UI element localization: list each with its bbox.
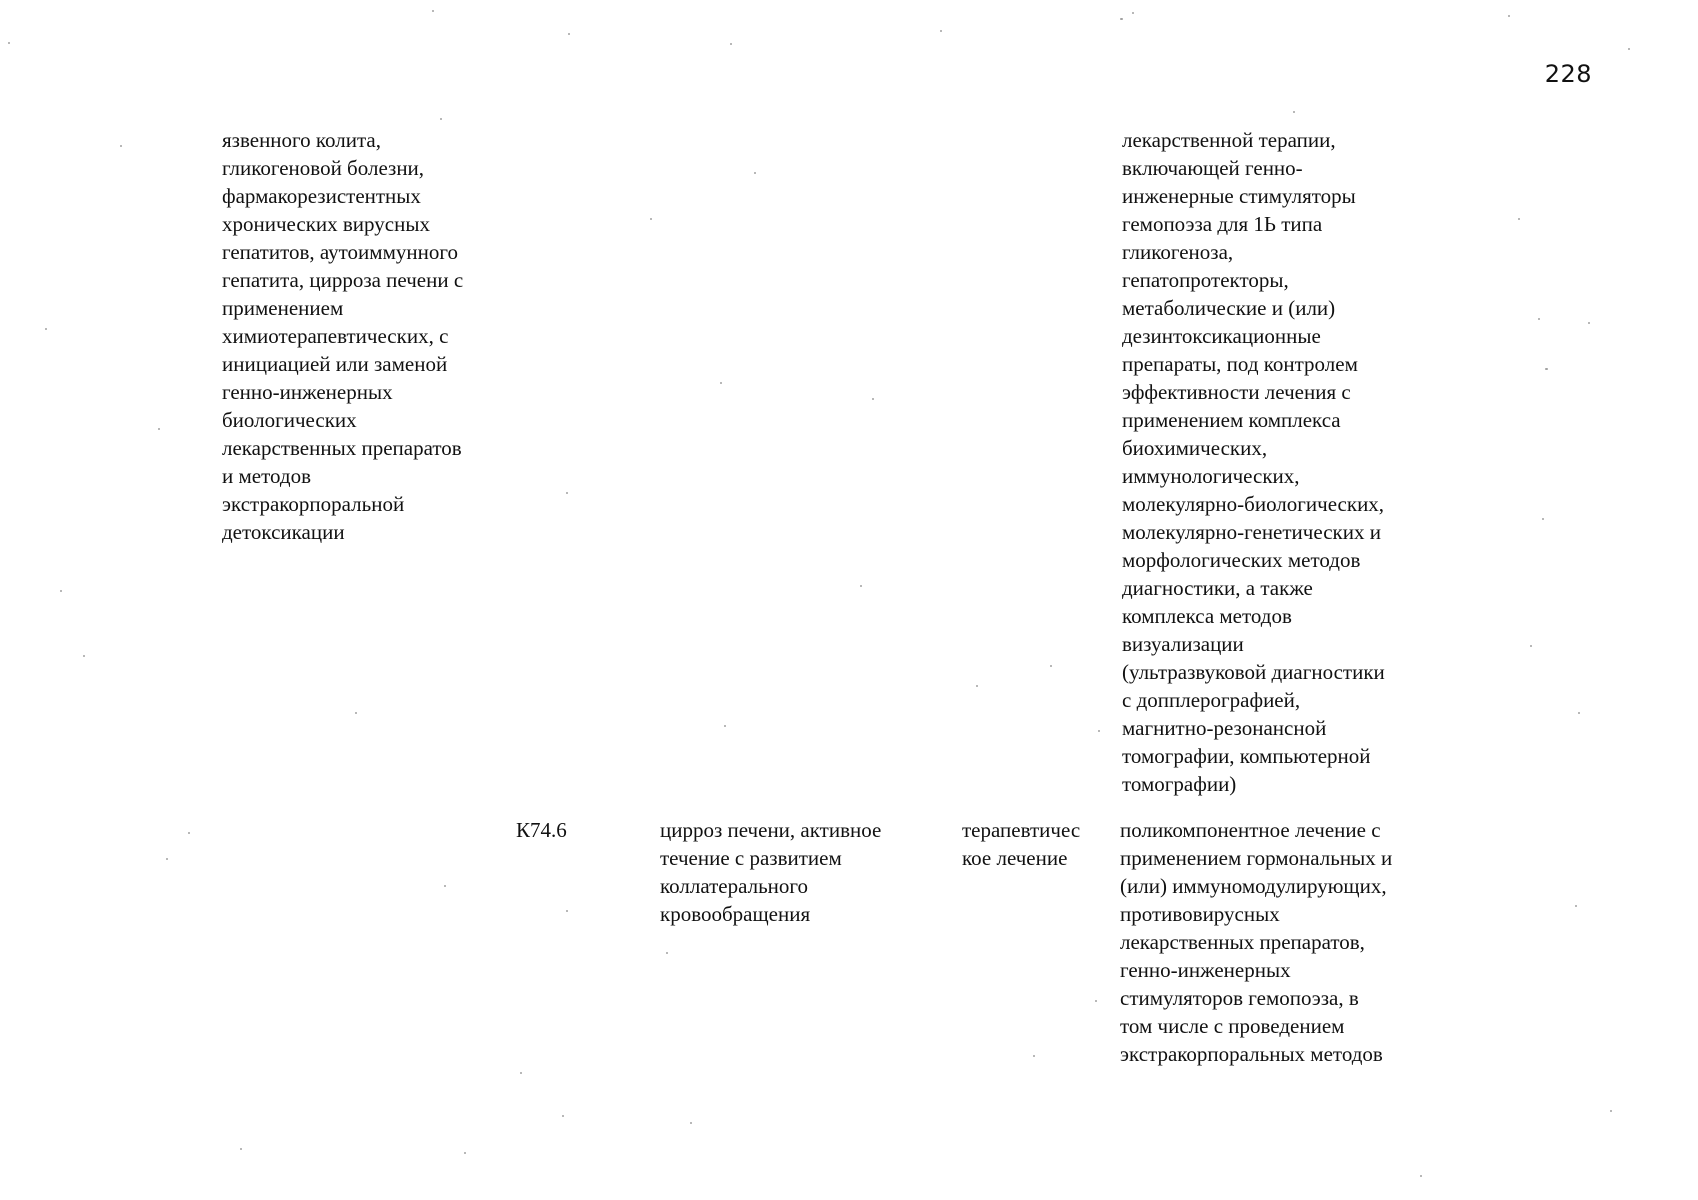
speck xyxy=(1575,905,1577,907)
speck xyxy=(464,1152,466,1154)
speck xyxy=(444,885,446,887)
speck xyxy=(1132,12,1134,14)
speck xyxy=(976,685,978,687)
speck xyxy=(1095,1000,1097,1002)
speck xyxy=(1120,18,1123,20)
speck xyxy=(166,858,168,860)
speck xyxy=(1530,645,1532,647)
speck xyxy=(1098,730,1100,732)
speck xyxy=(1508,15,1510,17)
speck xyxy=(650,218,652,220)
speck xyxy=(566,492,568,494)
speck xyxy=(754,172,756,174)
speck xyxy=(720,382,722,384)
speck xyxy=(1542,518,1544,520)
speck xyxy=(562,1115,564,1117)
speck xyxy=(1610,1110,1612,1112)
speck xyxy=(188,832,190,834)
row-2-treatment-type: терапевтичес кое лечение xyxy=(962,818,1081,870)
speck xyxy=(666,952,668,954)
speck xyxy=(1578,712,1580,714)
speck xyxy=(1545,368,1548,370)
row-2-icd-code: К74.6 xyxy=(516,818,567,842)
speck xyxy=(440,118,442,120)
speck xyxy=(1293,111,1295,113)
speck xyxy=(872,398,874,400)
page-number: 228 xyxy=(1544,60,1592,88)
speck xyxy=(158,428,160,430)
speck xyxy=(8,42,10,44)
speck xyxy=(1050,665,1052,667)
row-1-treatment-method: лекарственной терапии, включающей генно- инженерные стимуляторы гемопоэза для 1Ь типа гликогеноза, гепатопротекторы, метаболические и (или) дезинтоксикационные препараты, под контролем эффективности лечения с применением комплекса биохимических, иммунологических, молекулярно-биологических, молекулярно-генетических и морфологических методов диагностики, а также комплекса методов визуализации (ультразвуковой диагностики с допплерографией, магнитно-резонансной томографии, компьютерной томографии) xyxy=(1122,128,1385,796)
speck xyxy=(1518,218,1520,220)
speck xyxy=(690,1122,692,1124)
speck xyxy=(940,30,942,32)
speck xyxy=(1588,322,1590,324)
row-1-diagnosis-description: язвенного колита, гликогеновой болезни, фармакорезистентных хронических вирусных гепатитов, аутоиммунного гепатита, цирроза печени с применением химиотерапевтических, с инициацией или заменой генно-инженерных биологических лекарственных препаратов и методов экстракорпоральной детоксикации xyxy=(222,128,464,544)
speck xyxy=(355,712,357,714)
speck xyxy=(520,1072,522,1074)
speck xyxy=(1033,1055,1035,1057)
speck xyxy=(432,10,434,12)
speck xyxy=(60,590,62,592)
speck xyxy=(240,1148,242,1150)
speck xyxy=(120,145,122,147)
speck xyxy=(568,33,570,35)
speck xyxy=(730,43,732,45)
speck xyxy=(566,910,568,912)
speck xyxy=(1538,318,1540,320)
row-2-treatment-method: поликомпонентное лечение с применением гормональных и (или) иммуномодулирующих, противовирусных лекарственных препаратов, генно-инженерных стимуляторов гемопоэза, в том числе с проведением экстракорпоральных методов xyxy=(1120,818,1393,1066)
speck xyxy=(860,585,862,587)
speck xyxy=(1628,48,1630,50)
speck xyxy=(83,655,85,657)
row-2-patient-model: цирроз печени, активное течение с развитием коллатерального кровообращения xyxy=(660,818,882,926)
speck xyxy=(45,328,47,330)
speck xyxy=(724,725,726,727)
speck xyxy=(1420,1175,1422,1177)
